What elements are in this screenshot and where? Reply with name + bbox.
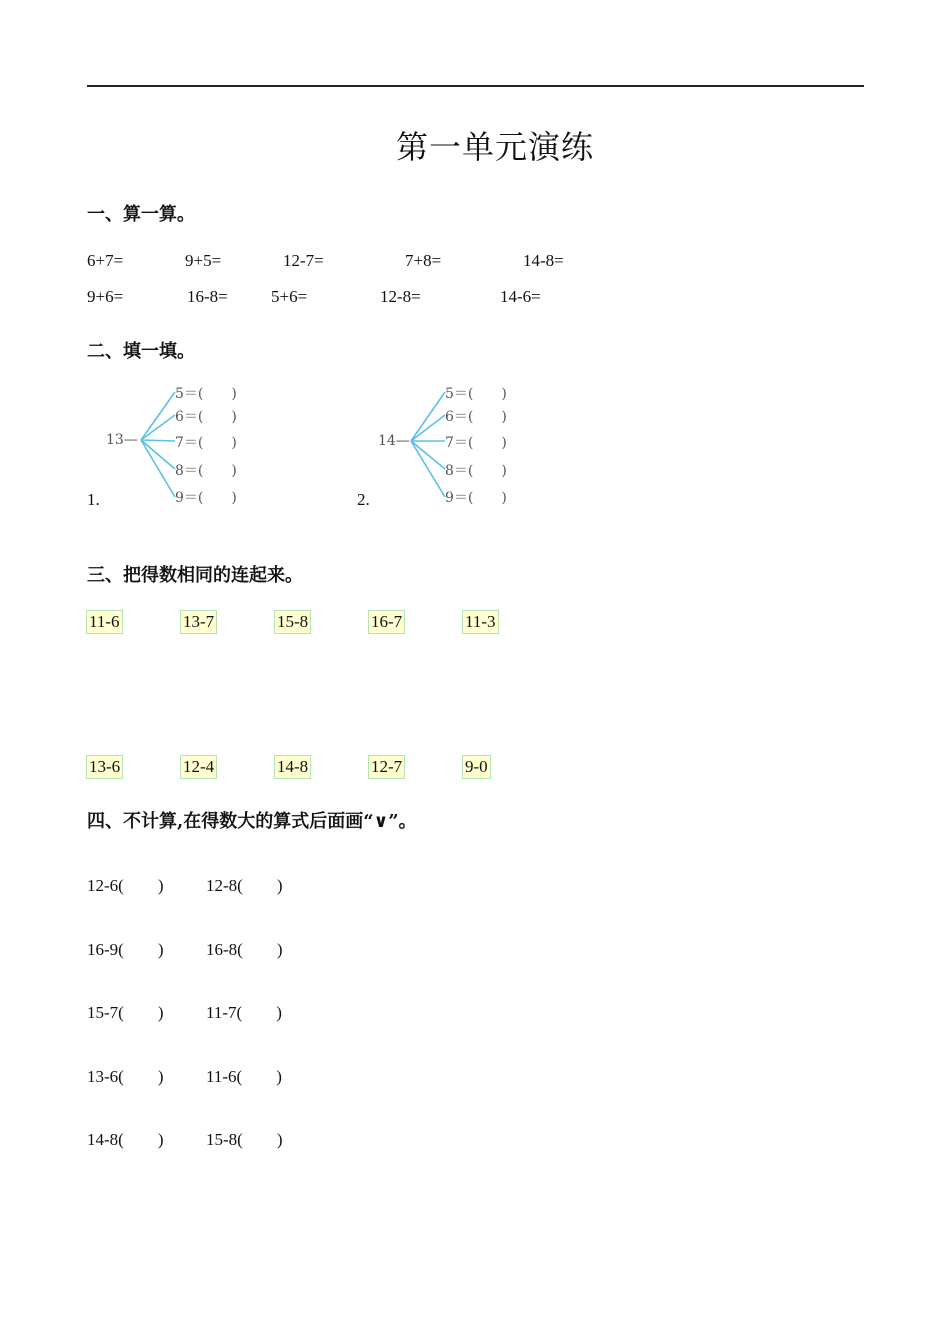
match-card-bottom[interactable]: 13-6	[86, 755, 123, 779]
match-card-top[interactable]: 15-8	[274, 610, 311, 634]
tree-branch: 8＝( )	[445, 463, 507, 479]
compare-expression: 12-6( )	[87, 876, 164, 895]
branch-line	[411, 441, 445, 497]
equation: 14-8=	[523, 251, 564, 270]
tree-branch: 5＝( )	[445, 386, 507, 402]
branch-line	[411, 441, 445, 469]
equation: 12-8=	[380, 287, 421, 306]
equation: 5+6=	[271, 287, 308, 306]
compare-expression: 13-6( )	[87, 1067, 164, 1086]
tree-index: 2.	[357, 490, 370, 509]
compare-expression: 11-7( )	[206, 1003, 282, 1022]
branch-line	[141, 415, 175, 440]
tree-branch: 8＝( )	[175, 463, 237, 479]
compare-expression: 16-9( )	[87, 940, 164, 959]
compare-expression: 12-8( )	[206, 876, 283, 895]
section1-heading: 一、算一算。	[87, 204, 195, 225]
compare-expression: 15-8( )	[206, 1130, 283, 1149]
tree-branch: 5＝( )	[175, 386, 237, 402]
compare-expression: 15-7( )	[87, 1003, 164, 1022]
section2-heading: 二、填一填。	[87, 341, 195, 362]
match-card-bottom[interactable]: 14-8	[274, 755, 311, 779]
equation: 9+6=	[87, 287, 124, 306]
tree-root: 13—	[106, 432, 138, 448]
match-card-bottom[interactable]: 12-7	[368, 755, 405, 779]
branch-line	[411, 392, 445, 441]
equation: 14-6=	[500, 287, 541, 306]
match-card-bottom[interactable]: 9-0	[462, 755, 491, 779]
equation: 12-7=	[283, 251, 324, 270]
branch-line	[141, 392, 175, 440]
match-card-top[interactable]: 16-7	[368, 610, 405, 634]
tree-branch: 6＝( )	[175, 409, 237, 425]
tree-branch: 9＝( )	[175, 490, 237, 506]
compare-expression: 11-6( )	[206, 1067, 282, 1086]
branch-line	[141, 440, 175, 497]
match-card-bottom[interactable]: 12-4	[180, 755, 217, 779]
tree-branch: 6＝( )	[445, 409, 507, 425]
tree-branch: 7＝( )	[175, 435, 237, 451]
section4-heading: 四、不计算,在得数大的算式后面画“∨”。	[87, 811, 417, 832]
match-card-top[interactable]: 11-3	[462, 610, 499, 634]
branch-line	[141, 440, 175, 469]
equation: 16-8=	[187, 287, 228, 306]
tree-index: 1.	[87, 490, 100, 509]
equation: 6+7=	[87, 251, 124, 270]
branch-line	[411, 415, 445, 441]
section3-heading: 三、把得数相同的连起来。	[87, 565, 303, 586]
branch-line	[141, 440, 175, 441]
match-card-top[interactable]: 13-7	[180, 610, 217, 634]
page-title: 第一单元演练	[395, 128, 594, 166]
equation: 9+5=	[185, 251, 222, 270]
tree-branch: 9＝( )	[445, 490, 507, 506]
tree-branch: 7＝( )	[445, 435, 507, 451]
match-card-top[interactable]: 11-6	[86, 610, 123, 634]
tree-root: 14—	[378, 433, 410, 449]
compare-expression: 16-8( )	[206, 940, 283, 959]
compare-expression: 14-8( )	[87, 1130, 164, 1149]
equation: 7+8=	[405, 251, 442, 270]
